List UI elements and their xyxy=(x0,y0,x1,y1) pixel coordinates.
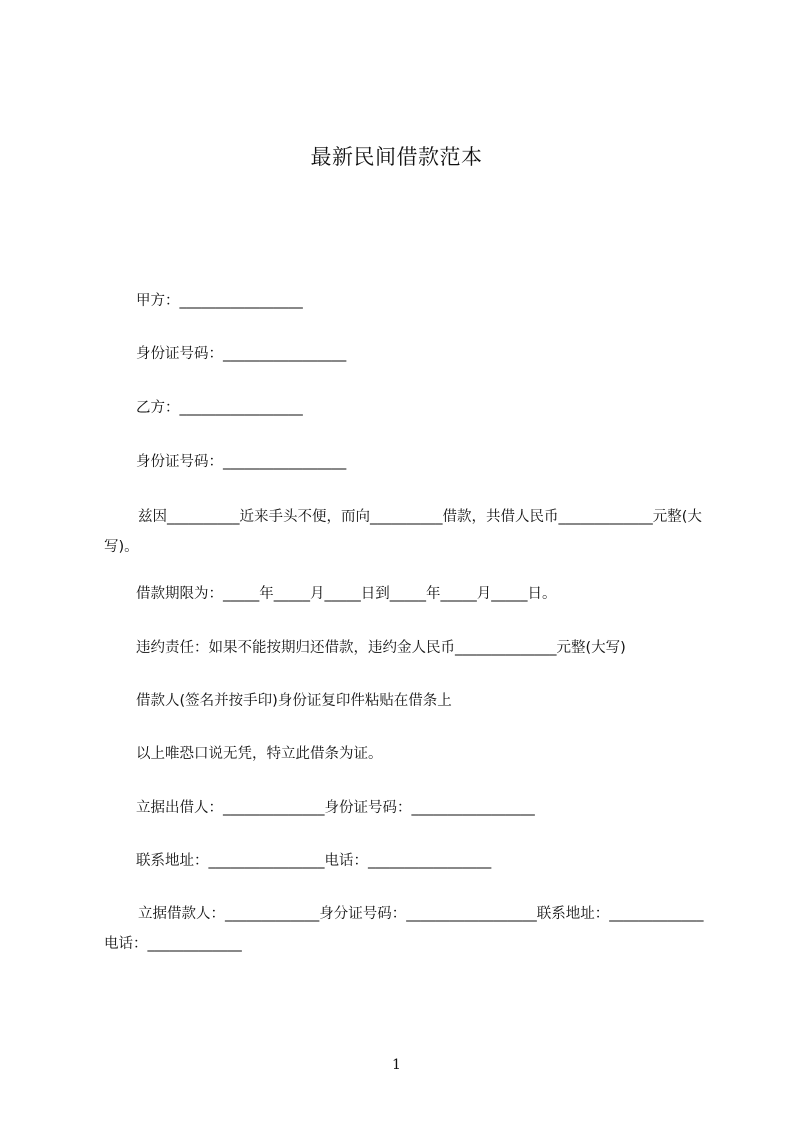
liability-line: 违约责任：如果不能按期归还借款，违约金人民币______________元整(大写) xyxy=(136,640,626,656)
party-b-id-line: 身份证号码：_________________ xyxy=(136,454,347,470)
lender-contact-line: 联系地址：________________电话：_________________ xyxy=(136,853,492,869)
statement-line: 以上唯恐口说无凭，特立此借条为证。 xyxy=(136,746,383,762)
loan-term-line: 借款期限为：_____年_____月_____日到_____年_____月_____日。 xyxy=(136,586,557,602)
party-b-line: 乙方：_________________ xyxy=(136,400,303,416)
lender-line: 立据出借人：______________身份证号码：_________________ xyxy=(136,800,535,816)
borrower-sign-line: 借款人(签名并按手印)身份证复印件粘贴在借条上 xyxy=(136,693,452,709)
party-a-id-line: 身份证号码：_________________ xyxy=(136,346,347,362)
loan-reason-paragraph: 兹因__________近来手头不便，而向__________借款，共借人民币_____________元整(大写)。 xyxy=(104,509,702,555)
borrower-paragraph: 立据借款人：_____________身分证号码：__________________联系地址：_____________电话：_____________ xyxy=(104,906,704,952)
party-a-line: 甲方：_________________ xyxy=(136,293,303,309)
document-title: 最新民间借款范本 xyxy=(310,145,483,169)
page-number: 1 xyxy=(392,1057,401,1073)
